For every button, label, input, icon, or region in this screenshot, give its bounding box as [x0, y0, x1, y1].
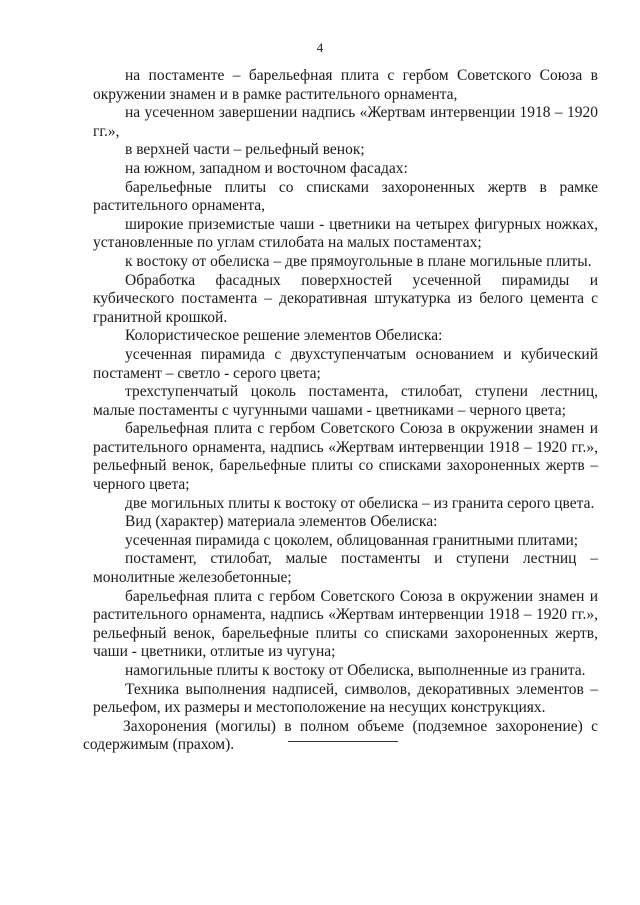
paragraph-3: в верхней части – рельефный венок; [125, 141, 365, 159]
paragraph-14: Вид (характер) материала элементов Обелиска: [125, 513, 438, 531]
paragraph-6: широкие приземистые чаши - цветники на четырех фигурных ножках, установленные по углам стилобата на малых постаментах; [93, 215, 598, 252]
paragraph-9: Колористическое решение элементов Обелиска: [125, 327, 443, 345]
paragraph-13: две могильных плиты к востоку от обелиска – из гранита серого цвета. [125, 494, 595, 512]
paragraph-19: Техника выполнения надписей, символов, декоративных элементов – рельефом, их размеры и местоположение на несущих конструкциях. [93, 680, 598, 717]
paragraph-17: барельефная плита с гербом Советского Союза в окружении знамен и растительного орнамента, надпись «Жертвам интервенции 1918 – 1920 гг.», рельефный венок, барельефные плиты со списками захороненных жертв, чаши - цветники, отлитые из чугуна; [93, 587, 598, 661]
paragraph-7: к востоку от обелиска – две прямоугольные в плане могильные плиты. [125, 252, 592, 270]
paragraph-15: усеченная пирамида с цоколем, облицованная гранитными плитами; [125, 531, 579, 549]
paragraph-5: барельефные плиты со списками захороненных жертв в рамке растительного орнамента, [93, 178, 598, 215]
paragraph-11: трехступенчатый цоколь постамента, стилобат, ступени лестниц, малые постаменты с чугунными чашами - цветниками – черного цвета; [93, 383, 598, 419]
paragraph-12: барельефная плита с гербом Советского Союза в окружении знамен и растительного орнамента, надпись «Жертвам интервенции 1918 – 1920 гг.», рельефный венок, барельефные плиты со списками захороненных жертв – черного цвета; [93, 420, 598, 494]
paragraph-1: на постаменте – барельефная плита с гербом Советского Союза в окружении знамен и в рамке растительного орнамента, [93, 67, 598, 103]
paragraph-16: постамент, стилобат, малые постаменты и ступени лестниц – монолитные железобетонные; [93, 550, 598, 587]
paragraph-2: на усеченном завершении надпись «Жертвам интервенции 1918 – 1920 гг.», [93, 104, 598, 140]
paragraph-10: усеченная пирамида с двухступенчатым основанием и кубический постамент – светло - серого цвета; [93, 345, 598, 382]
paragraph-18: намогильные плиты к востоку от Обелиска, выполненные из гранита. [125, 662, 586, 679]
paragraph-4: на южном, западном и восточном фасадах: [125, 159, 408, 177]
paragraph-8: Обработка фасадных поверхностей усеченной пирамиды и кубического постамента – декоративная штукатурка из белого цемента с гранитной крошкой. [93, 271, 598, 326]
end-divider [288, 741, 398, 742]
document-body [83, 67, 598, 755]
page-number: 4 [316, 40, 324, 55]
paragraph-20: Захоронения (могилы) в полном объеме (подземное захоронение) с содержимым (прахом). [83, 717, 598, 754]
